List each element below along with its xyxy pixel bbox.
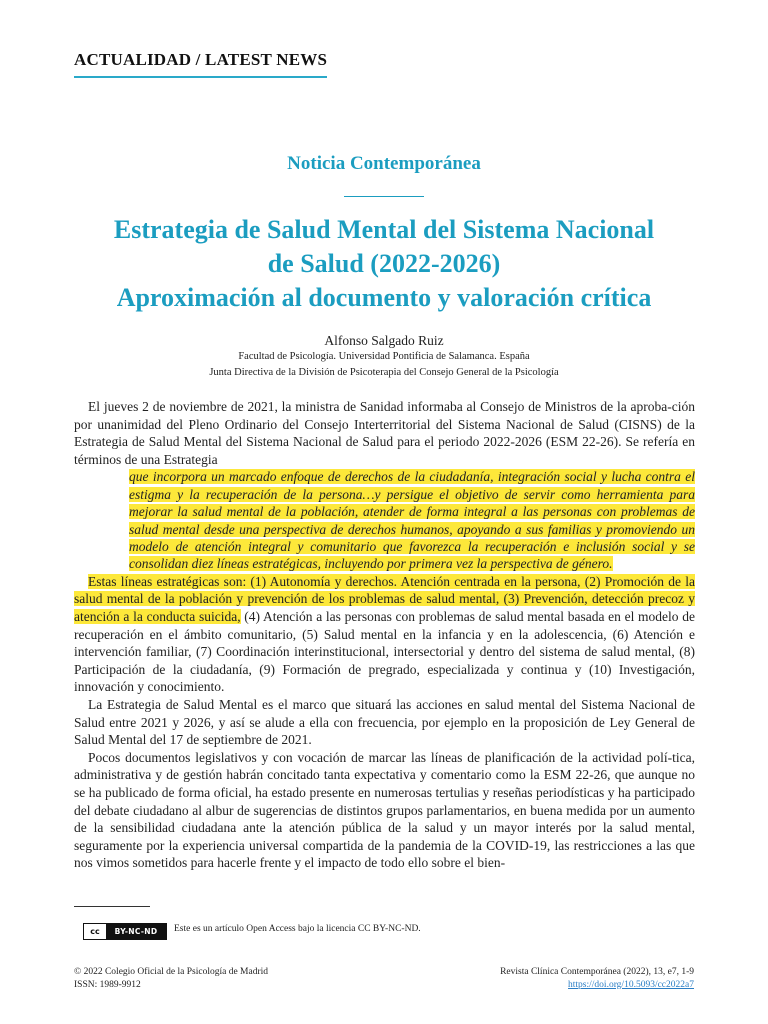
title-line-2: de Salud (2022-2026) <box>267 249 501 278</box>
footer-left <box>74 966 268 992</box>
title-line-3: Aproximación al documento y valoración crítica <box>116 283 652 312</box>
article-body <box>74 398 695 872</box>
paragraph-framework: La Estrategia de Salud Mental es el marco que situará las acciones en salud mental del Sistema Nacional de Salud entre 2021 y 2026, y así se alude a ella con frecuencia, por ejemplo en la proposición de Ley General de Salud Mental del 17 de septiembre de 2021. <box>74 696 695 748</box>
author-name: Alfonso Salgado Ruiz <box>324 333 444 348</box>
quote-highlight: que incorpora un marcado enfoque de derechos de la ciudadanía, integración social y lucha contra el estigma y la recuperación de la persona…y persigue el objetivo de servir como herramienta para mejorar la salud mental de la población, atender de forma integral a las personas con problemas de salud mental desde una perspectiva de derechos humanos, apoyando a sus familias y promoviendo un modelo de atención integral y comunitario que favorezca la recuperación e inclusión social y se consolidan diez líneas estratégicas, incluyendo por primera vez la perspectiva de género. <box>129 469 695 572</box>
author-affiliation-2: Junta Directiva de la División de Psicoterapia del Consejo General de la Psicología <box>209 367 559 378</box>
lines-rest: (4) Atención a las personas con problemas de salud mental basada en el modelo de recuperación en el ámbito comunitario, (5) Salud mental en la infancia y en la adolescencia, (6) Atención e intervención familiar, (7) Coordinación interinstitucional, intersectorial y dentro del sistema de salud mental, (8) Participación de la ciudadanía, (9) Formación de pregrado, especializada y continua y (10) Investigación, innovación y conocimiento. <box>74 609 695 695</box>
copyright: © 2022 Colegio Oficial de la Psicología de Madrid <box>74 967 269 977</box>
paragraph-lines <box>74 573 695 696</box>
article-title <box>40 213 728 315</box>
article-kicker: Noticia Contemporánea <box>287 153 481 174</box>
section-header: ACTUALIDAD / LATEST NEWS <box>74 50 327 78</box>
doi-link[interactable]: https://doi.org/10.5093/cc2022a7 <box>568 980 694 990</box>
issn: ISSN: 1989-9912 <box>74 980 141 990</box>
kicker-divider <box>344 196 424 197</box>
cc-license-badge[interactable] <box>83 923 167 940</box>
title-line-1: Estrategia de Salud Mental del Sistema Nacional <box>113 215 655 244</box>
paragraph-intro: El jueves 2 de noviembre de 2021, la ministra de Sanidad informaba al Consejo de Ministros de la aproba-ción por unanimidad del Pleno Ordinario del Consejo Interterritorial del Sistema Nacional de Salud (CISNS) de la Estrategia de Salud Mental del Sistema Nacional de Salud para el periodo 2022-2026 (ESM 22-26). Se refería en términos de una Estrategia <box>74 399 695 467</box>
block-quote <box>129 468 695 572</box>
cc-icon: cc <box>84 924 106 939</box>
license-text: Este es un artículo Open Access bajo la licencia CC BY-NC-ND. <box>174 924 421 934</box>
paragraph-context: Pocos documentos legislativos y con vocación de marcar las líneas de planificación de la actividad polí-tica, administrativa y de gestión habrán concitado tanta expectativa y comentario como la ESM 22-26, que aunque no se ha publicado de forma oficial, ha estado presente en numerosas tertulias y reseñas periodísticas y ha participado del debate ciudadano al albur de sugerencias de distintos grupos parlamentarios, en buena medida por un aumento de la sensibilidad ciudadana ante la atención pública de la salud y un mayor interés por la salud mental, seguramente por la experiencia universal compartida de la pandemia de la COVID-19, las restricciones a las que nos vimos sometidos para hacerle frente y el impacto de todo ello sobre el bien- <box>74 749 695 871</box>
author-affiliation-1: Facultad de Psicología. Universidad Pontificia de Salamanca. España <box>238 351 530 362</box>
journal-citation: Revista Clínica Contemporánea (2022), 13, e7, 1-9 <box>500 967 694 977</box>
cc-terms: BY-NC-ND <box>106 924 166 939</box>
lines-highlight: Estas líneas estratégicas son: (1) Autonomía y derechos. Atención centrada en la persona, (2) Promoción de la salud mental de la población y prevención de los problemas de salud mental, (3) Prevención, detección precoz y atención a la conducta suicida, <box>74 573 695 624</box>
footnote-divider <box>74 906 150 907</box>
footer-right <box>500 966 694 992</box>
